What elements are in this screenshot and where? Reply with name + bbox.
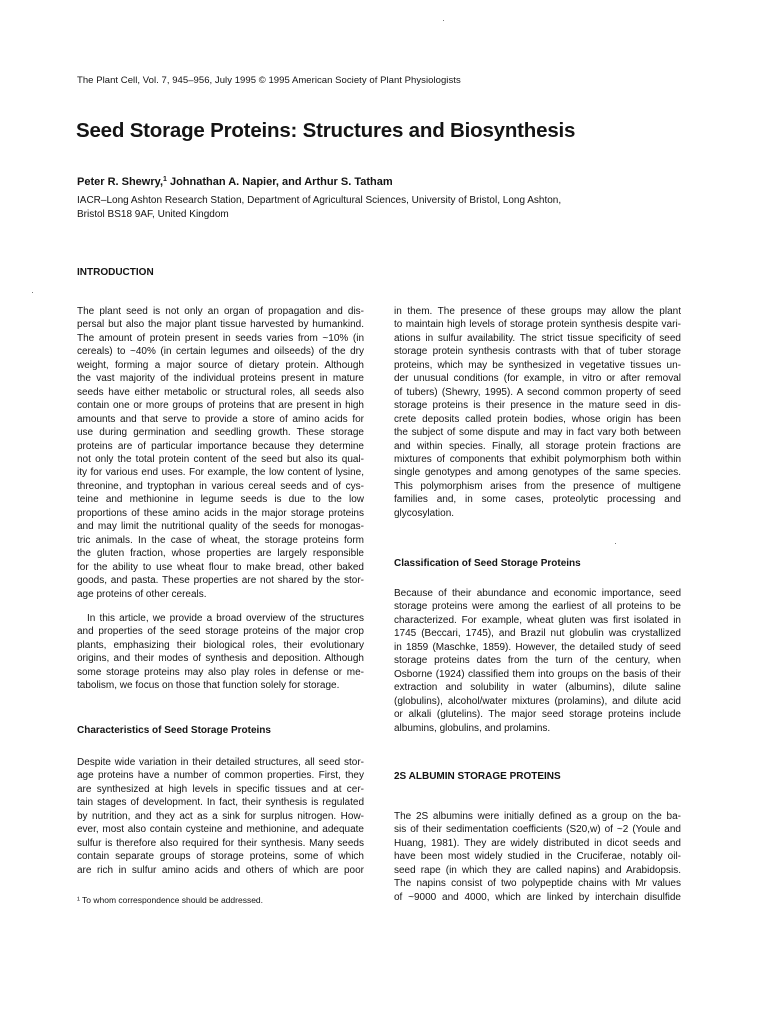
- albumin-paragraph: [394, 810, 681, 904]
- text-line: some storage proteins may also play roles in defense or me-: [77, 666, 364, 678]
- text-line: (globulins), alcohol/water mixtures (prolamins), and dilute acid: [394, 695, 681, 707]
- author-list: [77, 176, 393, 188]
- text-line: proteins, which may be synthesized in vegetative tissues un-: [394, 359, 681, 371]
- text-line: single genotypes and among genotypes of the same species.: [394, 467, 681, 479]
- author-first: Peter R. Shewry,: [77, 176, 163, 188]
- text-line: or alkali (glutelins). The major seed storage proteins include: [394, 709, 681, 721]
- text-line: and within species. Finally, all storage protein fractions are: [394, 440, 681, 452]
- text-line: seeds have either metabolic or structural roles, all seeds also: [77, 386, 364, 398]
- text-line: are synthesized at high levels in specific tissues and at cer-: [77, 783, 364, 795]
- text-line: persal but also the major plant tissue harvested by humankind.: [77, 319, 364, 331]
- text-line: der unusual conditions (for example, in vitro or after removal: [394, 373, 681, 385]
- text-line: In this article, we provide a broad overview of the structures: [87, 613, 364, 624]
- text-line: contain separate groups of storage proteins, some of which: [77, 851, 364, 863]
- text-line: tabolism, we focus on those that function solely for storage.: [77, 680, 340, 692]
- text-line: plants, emphasizing their biological roles, their evolutionary: [77, 639, 364, 651]
- text-line: storage proteins is their presence in the mature seed in dis-: [394, 400, 681, 412]
- text-line: cereals) to ~40% (in certain legumes and oilseeds) of the dry: [77, 346, 364, 358]
- text-line: and properties of the seed storage proteins of the major crop: [77, 626, 364, 638]
- text-line: This polymorphism arises from the presence of multigene: [394, 480, 681, 492]
- affiliation-line: IACR–Long Ashton Research Station, Department of Agricultural Sciences, University of Bristol, Long Ashton,: [77, 195, 562, 206]
- footnote-marker: 1: [163, 176, 167, 183]
- text-line: proportions of these amino acids in the major storage proteins: [77, 507, 364, 519]
- text-line: sulfur is therefore also required for their synthesis. Many seeds: [77, 837, 364, 849]
- affiliation: [77, 194, 677, 222]
- intro-paragraph-2: [77, 612, 364, 693]
- journal-citation: The Plant Cell, Vol. 7, 945–956, July 1995 © 1995 American Society of Plant Physiologists: [77, 75, 461, 86]
- text-line: to maintain high levels of storage protein synthesis despite vari-: [394, 319, 681, 331]
- text-line: ity for various end uses. For example, the low content of lysine,: [77, 467, 364, 479]
- subheading-characteristics: Characteristics of Seed Storage Proteins: [77, 725, 271, 736]
- text-line: tain stages of development. In fact, their synthesis is regulated: [77, 797, 364, 809]
- text-line: are rich in sulfur amino acids and others of which are poor: [77, 864, 364, 876]
- section-heading-introduction: INTRODUCTION: [77, 267, 154, 278]
- text-line: crete deposits called protein bodies, whose origin has been: [394, 413, 681, 425]
- text-line: age proteins of other cereals.: [77, 588, 207, 600]
- text-line: weight, forming a major source of dietary protein. Although: [77, 359, 364, 371]
- text-line: origins, and their modes of synthesis and deposition. Although: [77, 653, 364, 665]
- classification-paragraph: [394, 587, 681, 735]
- text-line: families and, in some cases, proteolytic processing and: [394, 494, 681, 506]
- text-line: The amount of protein present in seeds varies from ~10% (in: [77, 332, 364, 344]
- text-line: ations in sulfur availability. The strict tissue specificity of seed: [394, 332, 681, 344]
- text-line: by nutrition, and they act as a sink for surplus nitrogen. How-: [77, 810, 364, 822]
- text-line: mixtures of components that exhibit polymorphism both within: [394, 453, 681, 465]
- text-line: in them. The presence of these groups may allow the plant: [394, 306, 681, 317]
- text-line: teine and methionine in legume seeds is due to the low: [77, 494, 364, 506]
- text-line: seed rape (in which they are called napins) and Arabidopsis.: [394, 864, 681, 876]
- text-line: for the ability to use wheat flour to make bread, other baked: [77, 561, 364, 573]
- text-line: storage proteins were among the earliest of all proteins to be: [394, 601, 681, 613]
- text-line: of tubers) (Shewry, 1995). A second common property of seed: [394, 386, 681, 398]
- text-line: and may limit the nutritional quality of the seeds for monogas-: [77, 521, 364, 533]
- text-line: storage proteins dates from the turn of the century, when: [394, 655, 681, 667]
- text-line: sis of their sedimentation coefficients (S20,w) of ~2 (Youle and: [394, 824, 681, 836]
- continuation-paragraph: [394, 305, 681, 520]
- text-line: The plant seed is not only an organ of propagation and dis-: [77, 306, 364, 317]
- intro-paragraph-1: [77, 305, 364, 601]
- text-line: characterized. For example, wheat gluten was first isolated in: [394, 614, 681, 626]
- characteristics-paragraph: [77, 756, 364, 877]
- text-line: ever, most also contain cysteine and methionine, and adequate: [77, 824, 364, 836]
- scan-speck: [615, 543, 616, 544]
- text-line: Huang, 1981). They are widely distributed in dicot seeds and: [394, 837, 681, 849]
- text-line: age proteins have a number of common properties. First, they: [77, 770, 364, 782]
- text-line: of ~9000 and 4000, which are linked by interchain disulfide: [394, 891, 681, 903]
- text-line: extraction and solubility in water (albumins), dilute saline: [394, 682, 681, 694]
- text-line: the subject of some dispute and may in fact vary both between: [394, 427, 681, 439]
- text-line: 1745 (Beccari, 1745), and Brazil nut globulin was crystallized: [394, 628, 681, 640]
- text-line: the gluten fraction, whose properties are largely responsible: [77, 548, 364, 560]
- text-line: in 1859 (Maschke, 1859). However, the detailed study of seed: [394, 641, 681, 653]
- scan-speck: [443, 20, 444, 21]
- scan-speck: [32, 292, 33, 293]
- text-line: storage protein synthesis contrasts with that of tuber storage: [394, 346, 681, 358]
- text-line: The napins consist of two polypeptide chains with Mr values: [394, 878, 681, 890]
- text-line: have been most widely studied in the Cruciferae, notably oil-: [394, 851, 681, 863]
- text-line: the vast majority of the individual proteins present in mature: [77, 373, 364, 385]
- article-title: Seed Storage Proteins: Structures and Biosynthesis: [76, 119, 576, 142]
- affiliation-line: Bristol BS18 9AF, United Kingdom: [77, 209, 229, 220]
- text-line: glycosylation.: [394, 507, 455, 519]
- text-line: proteins are of particular importance because they determine: [77, 440, 364, 452]
- text-line: threonine, and tryptophan in various cereal seeds and of cys-: [77, 480, 364, 492]
- section-heading-2s-albumin: 2S ALBUMIN STORAGE PROTEINS: [394, 771, 561, 782]
- text-line: use during germination and seedling growth. These storage: [77, 427, 364, 439]
- text-line: amounts and that serve to provide a store of amino acids for: [77, 413, 364, 425]
- text-line: Because of their abundance and economic importance, seed: [394, 588, 681, 599]
- text-line: not only the total protein content of the seed but also its qual-: [77, 453, 364, 465]
- text-line: Osborne (1924) classified them into groups on the basis of their: [394, 668, 681, 680]
- author-rest: Johnathan A. Napier, and Arthur S. Tatham: [166, 176, 393, 188]
- text-line: tric animals. In the case of wheat, the storage proteins form: [77, 534, 364, 546]
- text-line: goods, and pasta. These properties are not shared by the stor-: [77, 575, 364, 587]
- text-line: contain one or more groups of proteins that are present in high: [77, 400, 364, 412]
- text-line: Despite wide variation in their detailed structures, all seed stor-: [77, 757, 364, 768]
- footnote: ¹ To whom correspondence should be addressed.: [77, 895, 264, 905]
- subheading-classification: Classification of Seed Storage Proteins: [394, 558, 581, 569]
- text-line: The 2S albumins were initially defined as a group on the ba-: [394, 811, 681, 822]
- text-line: albumins, globulins, and prolamins.: [394, 722, 551, 734]
